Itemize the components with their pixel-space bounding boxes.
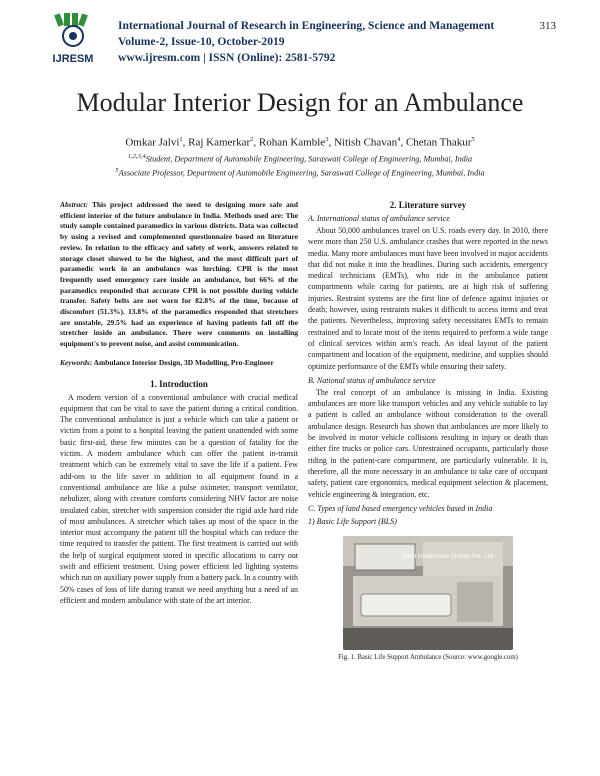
affiliation-2 [0,167,600,178]
keywords-text: : Ambulance Interior Design, 3D Modelling, Pro-Engineer [89,357,274,367]
paper-title: Modular Interior Design for an Ambulance [76,88,524,117]
author-list: Omkar Jalvi$^1$, Raj Kamerkar$^2$, Rohan Kamble$^3$, Nitish Chavan$^4$, Chetan Thakur$^5$ [125,136,475,149]
section-heading-literature-survey: 2. Literature survey [389,200,467,210]
abstract [60,200,298,350]
author-name: Chetan Thakur [405,136,472,149]
author-sup: 4 [397,136,401,143]
author-sup: 3 [325,136,329,143]
subsection-b-text: The real concept of an ambulance is missing in India. Existing ambulances are more like transport vehicles and any vehicle suitable to lay a patient is called an ambulance without consideration to the overall ambulance design. Research has shown that ambulances are more likely to be involved in motor vehicle collisions resulting in injury or death than either fire trucks or police cars. Unrestrained occupants, particularly those riding in the patient-care compartment, are particularly vulnerable. It is, therefore, all the more necessary in an ambulance to take care of occupant safety, patient care ergonomics, medical equipment selection & placement, vehicle engineering & integration, etc. [308,387,548,499]
ambulance-interior-image [343,536,513,650]
figure-caption: Fig. 1. Basic Life Support Ambulance (Source: www.google.com) [338,653,518,661]
keywords-label: Keywords [60,357,90,367]
subsection-heading-b: B. National status of ambulance service [308,375,436,385]
abstract-text: This project addressed the need to designing more safe and efficient interior of the future ambulance in India. Methods used are: The study sample contained paramedics in various districts. Data was collected by using a revised and complemented questionnaire based on literature review. In relation to the efficacy and safety of work, answers related to storage closet showed to be the highest, and the most difficult part of paramedic work in an ambulance was lurching. CPR is the most frequently used emergency care inside an ambulance, but 66% of the paramedics responded that accurate CPR is not possible during vehicle transfer. Safety belts are not worn for 82.8% of the time, because of discomfort (51.3%). 13.8% of the paramedics responded that stretchers are unstable, 29.5% had an experience of having patients fall off the stretcher inside an ambulance. There were comments on installing equipment's to prevent noise, and assist communication. [60,200,298,349]
journal-volume: Volume-2, Issue-10, October-2019 [118,35,285,48]
journal-name: International Journal of Research in Engineering, Science and Management [118,19,495,32]
author-name: Omkar Jalvi [125,136,180,149]
author-name: Nitish Chavan [333,136,398,149]
left-column [60,200,298,606]
subsection-a-text: About 50,000 ambulances travel on U.S. roads every day. In 2010, there were more than 250 U.S. ambulance crashes that were reported in the news media. Many more ambulances must have been involved in major accidents that did not make it into the headlines. During such accidents, emergency medical technicians (EMTs), who ride in the ambulance patient compartments while caring for patients, are at high risk of suffering injuries. Restraint systems are the first line of defence against injuries or death; however, using restraints makes it difficult to access items and treat the patients. Nevertheless, improving safety necessitates EMTs to remain restrained and to locate most of the items required to perform a wide range of clinical services within arm's reach. An ideal layout of the patient compartment and location of the equipment, medicine, and supplies should optimize performance of the EMTs while ensuring their safety. [308,226,548,371]
photo-caption-text: Seal Healthcare (India) Pvt. Ltd. [403,552,496,560]
subsection-heading-c1: 1) Basic Life Support (BLS) [308,516,397,526]
section-heading-introduction: 1. Introduction [150,378,208,389]
subsection-heading-a: A. International status of ambulance service [308,214,450,223]
affiliation-sup: 5 [115,167,119,174]
ijresm-logo-icon [40,12,106,66]
affiliation-sup: 1,2,3,4 [127,153,146,160]
figure-ambulance-photo [343,536,513,650]
author-sup: 5 [471,136,475,143]
introduction-text: A modern version of a conventional ambulance with crucial medical equipment that can be vital to save the patient during a critical condition. The conventional ambulance is just a vehicle which can take a patient or victim from a point to a hospital leaving the patient unattended with some basic first-aid, these few minutes can be a question of fatality for the victim. A modern ambulance which can offer the patient in-transit treatment which can be extremely vital to save the life if a patient. Few add-ons to the life saver in addition to all equipment found in a conventional ambulance are like a pulse oximeter, transport ventilator, nebulizer, along with creature comforts considering NHV factor are noise insulated cabin, stretcher with suspension consider the rigid axle hard ride of most ambulances. A stretcher which takes up most of the space in the interior must accompany the patient till the hospital which can reduce the time required to transfer the patient. The first treatment is carried out with the help of surgical equipment stored in specific allocations to carry out swift and efficient treatment. Using power efficient led lighting systems which run on auxiliary power supply from a battery pack. In a country with 50% cases of loss of life during transit we need anything but a need of an efficient and modern ambulance with state of the art interior. [60,392,298,605]
right-column [308,200,548,661]
affiliation-text: Associate Professor, Department of Automobile Engineering, Saraswati College of Engineering, Mumbai, India [118,168,485,178]
keywords [60,358,298,369]
logo-text: IJRESM [52,53,94,65]
affiliation-1 [0,153,600,164]
subsection-heading-c: C. Types of land based emergency vehicles based in India [308,503,493,513]
journal-logo [40,12,106,66]
journal-header [118,18,518,66]
author-sup: 2 [250,136,254,143]
abstract-label: Abstract: [60,200,89,209]
page-number: 313 [539,20,556,32]
author-name: Raj Kamerkar [188,136,251,149]
author-sup: 1 [179,136,183,143]
journal-web-issn: www.ijresm.com | ISSN (Online): 2581-5792 [118,51,336,64]
affiliation-text: Student, Department of Automobile Engineering, Saraswati College of Engineering, Mumbai, India [145,154,473,164]
author-name: Rohan Kamble [258,136,326,149]
